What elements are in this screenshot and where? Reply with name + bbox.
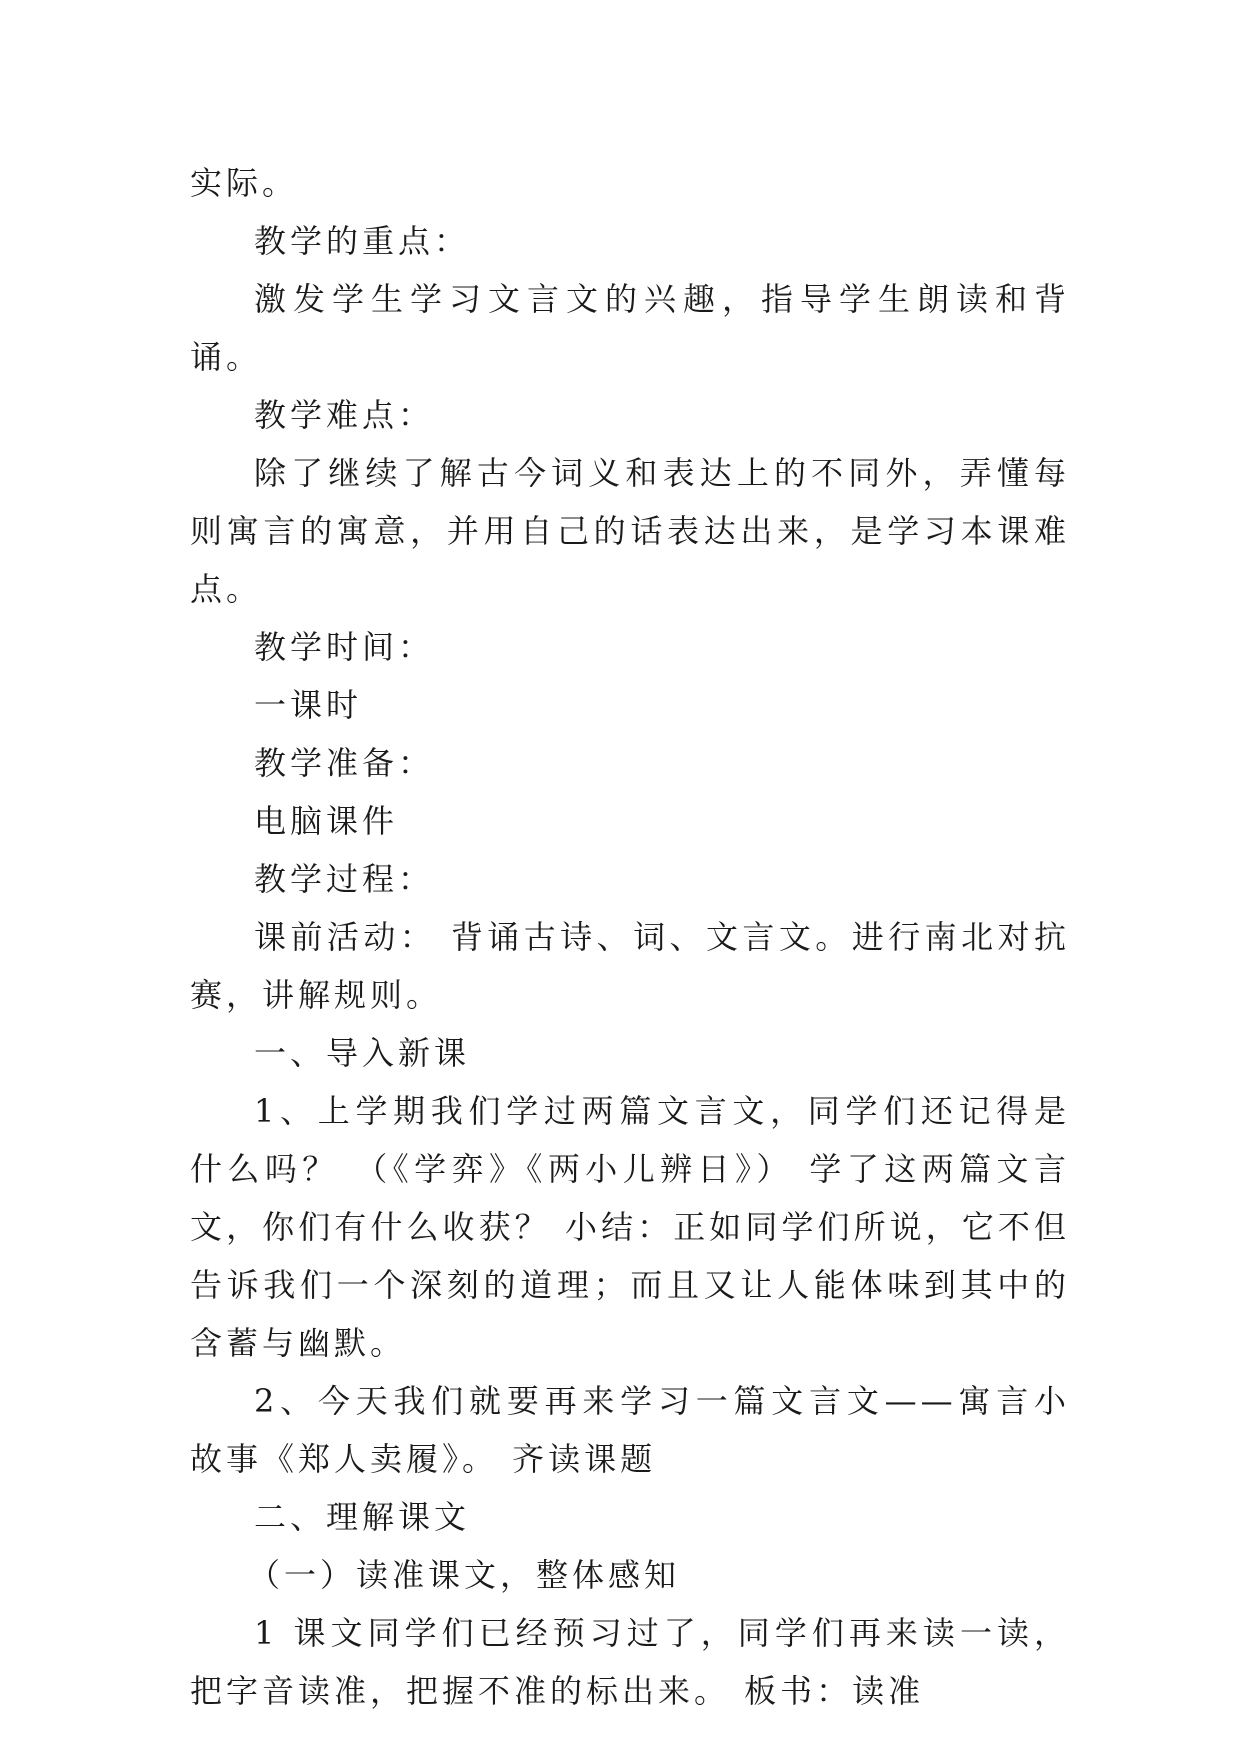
paragraph: 电脑课件 bbox=[254, 802, 399, 840]
paragraph: 激发学生学习文言文的兴趣，指导学生朗读和背诵。 bbox=[190, 280, 1070, 376]
section-heading: 一、导入新课 bbox=[254, 1034, 471, 1072]
paragraph: 1、上学期我们学过两篇文言文，同学们还记得是什么吗？ （《学弈》《两小儿辨日》） 学了这两篇文言文，你们有什么收获？ 小结：正如同学们所说，它不但告诉我们一个深刻的道理；而且又让人能体味到其中的含蓄与幽默。 bbox=[190, 1092, 1070, 1362]
paragraph: 教学过程： bbox=[254, 860, 435, 898]
paragraph: 教学难点： bbox=[254, 396, 435, 434]
paragraph: 2、今天我们就要再来学习一篇文言文——寓言小故事《郑人卖履》。 齐读课题 bbox=[190, 1382, 1070, 1478]
document-body bbox=[190, 154, 1070, 1720]
paragraph: 实际。 bbox=[190, 164, 299, 202]
paragraph: 课前活动： 背诵古诗、词、文言文。进行南北对抗赛，讲解规则。 bbox=[190, 918, 1070, 1014]
section-heading: 二、理解课文 bbox=[254, 1498, 471, 1536]
paragraph: 教学时间： bbox=[254, 628, 435, 666]
subsection-heading: （一）读准课文，整体感知 bbox=[248, 1556, 681, 1594]
paragraph: 一课时 bbox=[254, 686, 363, 724]
paragraph: 教学的重点： bbox=[254, 222, 471, 260]
paragraph: 1 课文同学们已经预习过了，同学们再来读一读，把字音读准，把握不准的标出来。 板书：读准 bbox=[190, 1614, 1070, 1710]
paragraph: 除了继续了解古今词义和表达上的不同外，弄懂每则寓言的寓意，并用自己的话表达出来，是学习本课难点。 bbox=[190, 454, 1070, 608]
paragraph: 教学准备： bbox=[254, 744, 435, 782]
